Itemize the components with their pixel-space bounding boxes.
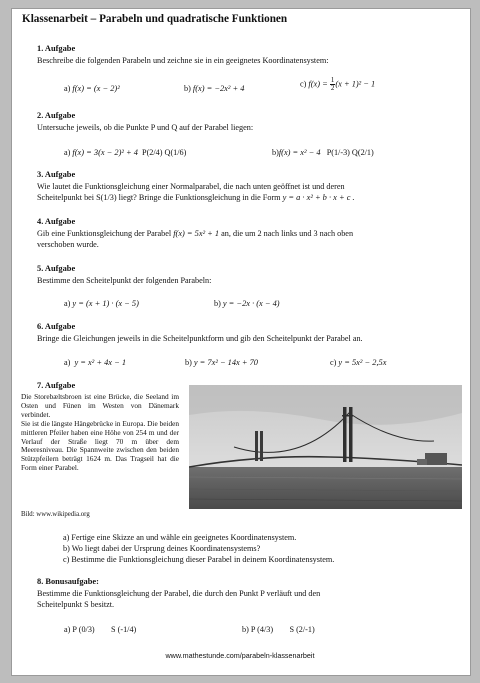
task-1c <box>300 77 375 92</box>
task-8-line-1: Bestimme die Funktionsgleichung der Parabel, die durch den Punkt P verläuft und den <box>37 589 321 598</box>
task-1c-numerator: 1 <box>330 76 335 84</box>
task-7-question-a: a) Fertige eine Skizze an und wähle ein geeignetes Koordinatensystem. <box>63 533 297 542</box>
task-7-question-c: c) Bestimme die Funktionsgleichung dieser Parabel in deinem Koordinatensystem. <box>63 555 335 564</box>
task-6a <box>64 357 126 368</box>
task-2-heading: 2. Aufgabe <box>37 111 76 120</box>
task-1c-label: c) <box>300 79 307 89</box>
task-4-line-1 <box>37 228 353 239</box>
task-8b-vertex: S (2/-1) <box>289 625 315 634</box>
task-6b <box>185 357 258 368</box>
task-7-description <box>21 393 179 473</box>
task-6c-label: c) <box>330 358 337 367</box>
task-3-target-form: y = a · x² + b · x + c . <box>282 193 355 202</box>
bridge-photo <box>189 385 462 509</box>
task-7-question-b: b) Wo liegt dabei der Ursprung deines Koordinatensystems? <box>63 544 261 553</box>
task-2a-label: a) <box>64 148 71 157</box>
task-5a-label: a) <box>64 299 71 308</box>
task-6c <box>330 357 386 368</box>
task-1c-denominator: 2 <box>330 84 335 92</box>
task-2a-expr: f(x) = 3(x − 2)² + 4 <box>72 148 138 157</box>
task-4-line-1-pre: Gib eine Funktionsgleichung der Parabel <box>37 229 172 238</box>
task-8-heading: 8. Bonusaufgabe: <box>37 577 99 586</box>
task-2a <box>64 147 186 158</box>
task-5a <box>64 298 139 309</box>
task-6c-expr: y = 5x² − 2,5x <box>338 358 387 367</box>
task-5b-label: b) <box>214 299 221 308</box>
task-8-line-2: Scheitelpunkt S besitzt. <box>37 600 115 609</box>
task-2b <box>272 147 374 158</box>
task-6-text: Bringe die Gleichungen jeweils in die Scheitelpunktform und gib den Scheitelpunkt der Parabel an. <box>37 334 363 343</box>
task-6-heading: 6. Aufgabe <box>37 322 76 331</box>
task-4-expr: f(x) = 5x² + 1 <box>173 229 220 238</box>
task-4-heading: 4. Aufgabe <box>37 217 76 226</box>
task-5b-expr: y = −2x · (x − 4) <box>222 299 280 308</box>
task-3-line-2-text: Scheitelpunkt bei S(1/3) liegt? Bringe die Funktionsgleichung in die Form <box>37 193 281 202</box>
task-1c-pre: f(x) = <box>308 79 328 89</box>
task-1a-expr: f(x) = (x − 2)² <box>72 84 120 93</box>
task-8b <box>242 624 315 635</box>
task-2-text: Untersuche jeweils, ob die Punkte P und Q auf der Parabel liegen: <box>37 123 254 132</box>
task-2a-points: P(2/4) Q(1/6) <box>142 148 187 157</box>
task-4-line-2: verschoben wurde. <box>37 240 99 249</box>
task-8b-point: P (4/3) <box>250 625 274 634</box>
task-8a <box>64 624 136 635</box>
task-1b-expr: f(x) = −2x² + 4 <box>192 84 245 93</box>
task-6a-expr: y = x² + 4x − 1 <box>74 358 127 367</box>
task-3-line-1: Wie lautet die Funktionsgleichung einer Normalparabel, die nach unten geöffnet ist und deren <box>37 182 345 191</box>
task-6b-expr: y = 7x² − 14x + 70 <box>193 358 258 367</box>
task-2b-expr: f(x) = x² − 4 <box>278 148 321 157</box>
task-5a-expr: y = (x + 1) · (x − 5) <box>72 299 139 308</box>
task-5b <box>214 298 280 309</box>
task-1c-post: (x + 1)² − 1 <box>335 79 376 89</box>
task-2b-points: P(1/-3) Q(2/1) <box>326 148 374 157</box>
task-1a-label: a) <box>64 84 71 93</box>
task-4-line-1-post: an, die um 2 nach links und 3 nach oben <box>221 229 354 238</box>
task-6b-label: b) <box>185 358 192 367</box>
task-7-heading: 7. Aufgabe <box>37 381 76 390</box>
task-1a <box>64 83 120 94</box>
task-8a-vertex: S (-1/4) <box>111 625 137 634</box>
task-8a-point: P (0/3) <box>72 625 95 634</box>
task-3-line-2 <box>37 192 355 203</box>
task-5-heading: 5. Aufgabe <box>37 264 76 273</box>
image-source: Bild: www.wikipedia.org <box>21 511 90 518</box>
task-7-paragraph-1: Die Storebæltsbroen ist eine Brücke, die Seeland im Osten und Fünen im Westen von Dänemark verbindet. <box>21 392 179 419</box>
task-2b-label: b) <box>272 148 279 157</box>
task-8a-label: a) <box>64 625 71 634</box>
task-1b <box>184 83 244 94</box>
task-1-heading: 1. Aufgabe <box>37 44 76 53</box>
task-3-heading: 3. Aufgabe <box>37 170 76 179</box>
page-title: Klassenarbeit – Parabeln und quadratische Funktionen <box>22 13 288 25</box>
task-6a-label: a) <box>64 358 71 367</box>
task-7-paragraph-2: Sie ist die längste Hängebrücke in Europa. Die beiden mittleren Pfeiler haben eine Höhe von 254 m und der Verlauf der Straße liegt 70 m über dem Meeresniveau. Die Spannweite zwischen den beiden Stützpfeilern beträgt 1624 m. Das Tragseil hat die Form einer Parabel. <box>21 418 179 473</box>
task-1b-label: b) <box>184 84 191 93</box>
task-5-text: Bestimme den Scheitelpunkt der folgenden Parabeln: <box>37 276 212 285</box>
footer-url: www.mathestunde.com/parabeln-klassenarbeit <box>165 651 315 660</box>
task-8b-label: b) <box>242 625 249 634</box>
task-1-text: Beschreibe die folgenden Parabeln und zeichne sie in ein geeignetes Koordinatensystem: <box>37 56 329 65</box>
